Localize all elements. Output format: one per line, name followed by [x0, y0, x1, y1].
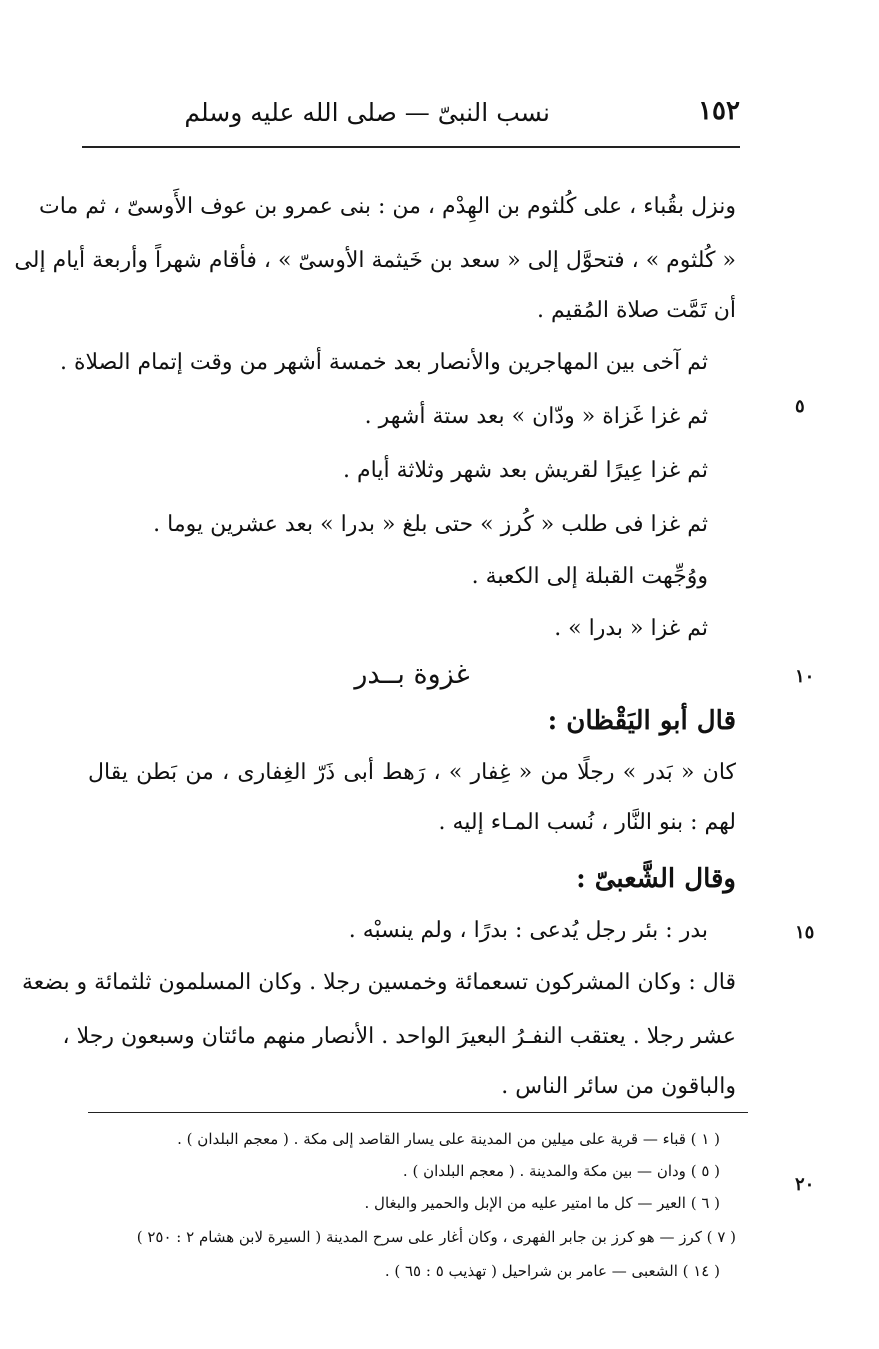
speaker-heading: وقال الشَّعبىّ : — [576, 864, 736, 894]
line-number: ٢٠ — [795, 1174, 815, 1195]
footnote: ( ٧ ) كرز — هو كرز بن جابر الفهرى ، وكان أغار على سرح المدينة ( السيرة لابن هشام ٢ : ٢٥٠ ) — [136, 1228, 736, 1246]
page-header — [82, 92, 740, 146]
body-line: ثم آخى بين المهاجرين والأنصار بعد خمسة أشهر من وقت إتمام الصلاة . — [60, 350, 708, 375]
body-line: ثم غزا « بدرا » . — [554, 616, 708, 641]
section-heading: غزوة بــدر — [354, 659, 470, 690]
body-line: « كُلثوم » ، فتحوَّل إلى « سعد بن خَيثمة الأوسىّ » ، فأقام شهراً وأربعة أيام إلى — [14, 248, 736, 273]
header-rule — [82, 146, 740, 148]
body-line: لهم : بنو النَّار ، نُسب المـاء إليه . — [438, 810, 736, 835]
body-line: بدر : بئر رجل يُدعى : بدرًا ، ولم ينسبْه . — [348, 918, 708, 943]
body-line: ونزل بقُباء ، على كُلثوم بن الهِدْم ، من : بنى عمرو بن عوف الأَوسىّ ، ثم مات — [39, 194, 736, 219]
body-line: قال : وكان المشركون تسعمائة وخمسين رجلا . وكان المسلمون ثلثمائة و بضعة — [21, 970, 736, 995]
body-line: ووُجِّهت القبلة إلى الكعبة . — [471, 564, 708, 589]
body-line: أن تَمَّت صلاة المُقيم . — [537, 298, 736, 323]
footnote: ( ٦ ) العير — كل ما امتير عليه من الإبل والحمير والبغال . — [364, 1194, 720, 1212]
body-line: عشر رجلا . يعتقب النفـرُ البعيرَ الواحد . الأنصار منهم مائتان وسبعون رجلا ، — [62, 1024, 736, 1049]
line-number: ١٠ — [795, 666, 815, 687]
body-line: ثم غزا عِيرًا لقريش بعد شهر وثلاثة أيام . — [343, 458, 708, 483]
body-line: كان « بَدر » رجلًا من « غِفار » ، رَهط أبى ذَرّ الغِفارى ، من بَطن يقال — [88, 760, 736, 785]
footnote: ( ١٤ ) الشعبى — عامر بن شراحيل ( تهذيب ٥ : ٦٥ ) . — [384, 1262, 720, 1280]
body-line: ثم غزا فى طلب « كُرز » حتى بلغ « بدرا » بعد عشرين يوما . — [153, 512, 708, 537]
line-number: ١٥ — [795, 922, 815, 943]
body-line: والباقون من سائر الناس . — [501, 1074, 736, 1099]
footnote-rule — [88, 1112, 748, 1113]
line-number: ٥ — [795, 396, 805, 417]
body-line: ثم غزا غَزاة « ودّان » بعد ستة أشهر . — [364, 404, 708, 429]
speaker-heading: قال أبو اليَقْظان : — [547, 706, 736, 736]
footnote: ( ١ ) قباء — قرية على ميلين من المدينة على يسار القاصد إلى مكة . ( معجم البلدان ) . — [177, 1130, 720, 1148]
page-number: ١٥٢ — [698, 96, 740, 126]
footnote: ( ٥ ) ودان — بين مكة والمدينة . ( معجم البلدان ) . — [402, 1162, 720, 1180]
running-title: نسب النبىّ — صلى الله عليه وسلم — [184, 98, 550, 127]
